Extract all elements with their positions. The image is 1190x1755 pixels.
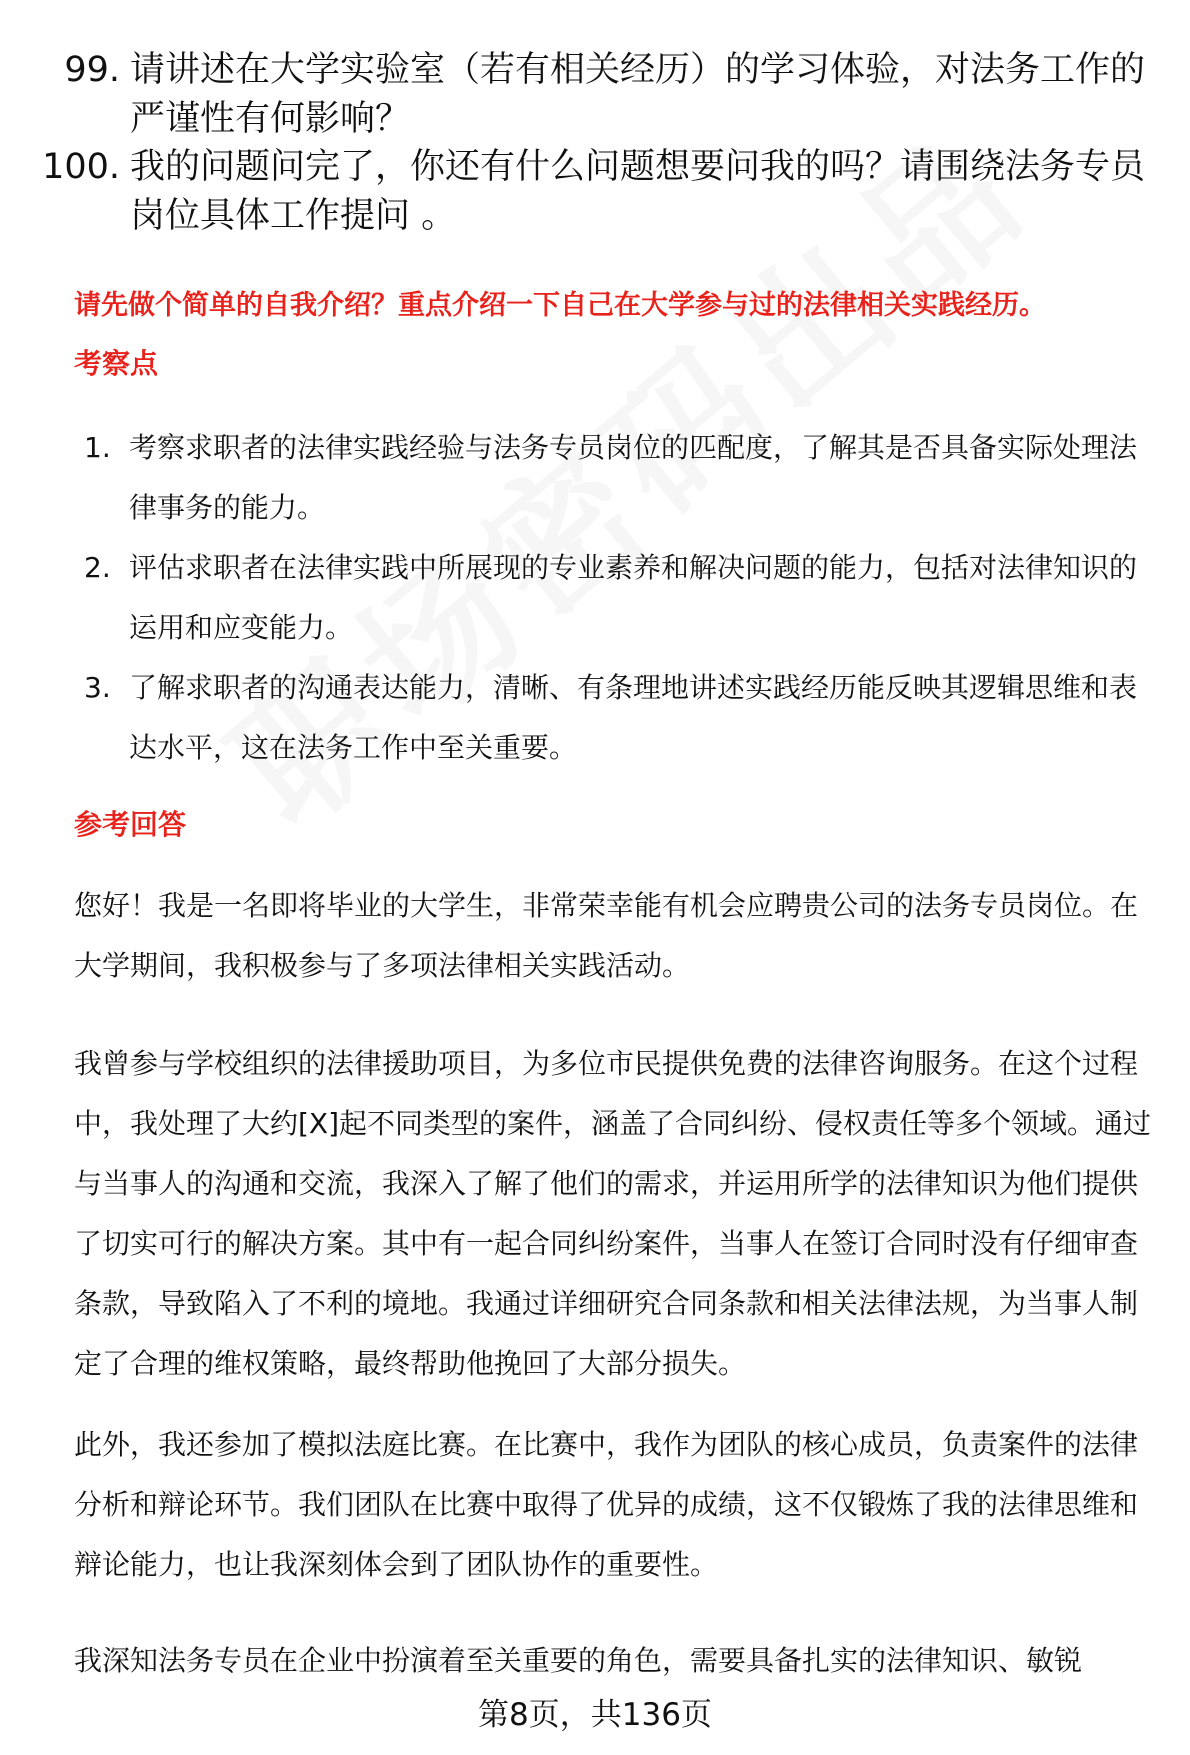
- answer-paragraph: 此外，我还参加了模拟法庭比赛。在比赛中，我作为团队的核心成员，负责案件的法律分析和辩论环节。我们团队在比赛中取得了优异的成绩，这不仅锻炼了我的法律思维和辩论能力，也让我深刻体会到了团队协作的重要性。: [74, 1428, 1139, 1581]
- focus-point: [0, 418, 1180, 538]
- focus-point-text: 了解求职者的沟通表达能力，清晰、有条理地讲述实践经历能反映其逻辑思维和表达水平，这在法务工作中至关重要。: [129, 671, 1138, 764]
- page-footer: 第8页，共136页: [478, 1697, 712, 1733]
- focus-point: [0, 658, 1180, 778]
- focus-points-title: 考察点: [74, 347, 159, 380]
- answer-paragraph: 您好！我是一名即将毕业的大学生，非常荣幸能有机会应聘贵公司的法务专员岗位。在大学期间，我积极参与了多项法律相关实践活动。: [74, 889, 1139, 982]
- answer-paragraph: 我深知法务专员在企业中扮演着至关重要的角色，需要具备扎实的法律知识、敏锐: [74, 1644, 1083, 1677]
- question-number: 99.: [64, 50, 120, 90]
- question-item: [0, 143, 1180, 241]
- current-question-heading: 请先做个简单的自我介绍？重点介绍一下自己在大学参与过的法律相关实践经历。: [74, 290, 1046, 321]
- focus-point-text: 评估求职者在法律实践中所展现的专业素养和解决问题的能力，包括对法律知识的运用和应变能力。: [129, 551, 1138, 644]
- focus-point-text: 考察求职者的法律实践经验与法务专员岗位的匹配度，了解其是否具备实际处理法律事务的能力。: [129, 431, 1138, 524]
- focus-point-number: 3.: [84, 671, 111, 704]
- question-text: 请讲述在大学实验室（若有相关经历）的学习体验，对法务工作的严谨性有何影响？: [130, 50, 1146, 139]
- question-text: 我的问题问完了，你还有什么问题想要问我的吗？请围绕法务专员岗位具体工作提问 。: [130, 147, 1146, 236]
- focus-point-number: 1.: [84, 431, 111, 464]
- focus-point-number: 2.: [84, 551, 111, 584]
- answer-paragraph: 我曾参与学校组织的法律援助项目，为多位市民提供免费的法律咨询服务。在这个过程中，我处理了大约[X]起不同类型的案件，涵盖了合同纠纷、侵权责任等多个领域。通过与当事人的沟通和交流，我深入了解了他们的需求，并运用所学的法律知识为他们提供了切实可行的解决方案。其中有一起合同纠纷案件，当事人在签订合同时没有仔细审查条款，导致陷入了不利的境地。我通过详细研究合同条款和相关法律法规，为当事人制定了合理的维权策略，最终帮助他挽回了大部分损失。: [74, 1047, 1152, 1380]
- focus-points-list: [0, 418, 1180, 778]
- question-number: 100.: [42, 147, 120, 187]
- focus-point: [0, 538, 1180, 658]
- answer-title: 参考回答: [74, 808, 187, 841]
- question-item: [0, 46, 1180, 144]
